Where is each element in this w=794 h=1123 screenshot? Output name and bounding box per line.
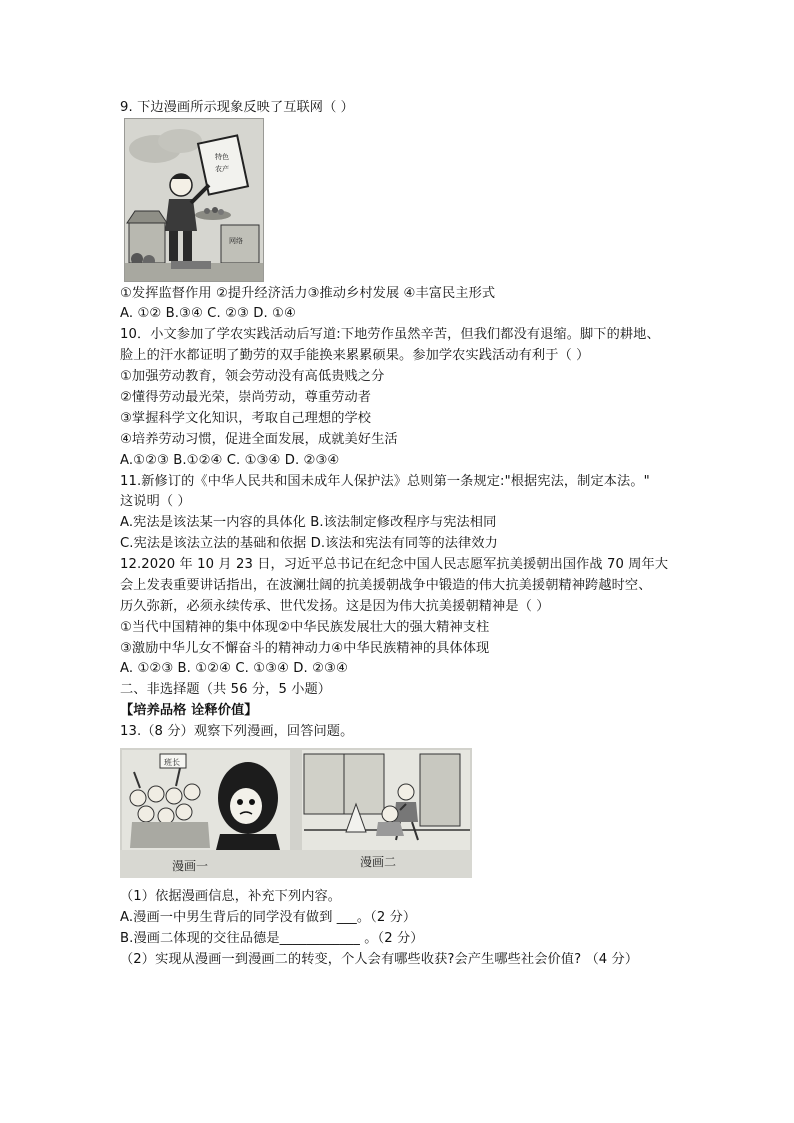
- tablet-sign-1: 特色: [215, 153, 229, 161]
- q11-options-cd: C.宪法是该法立法的基础和依据 D.该法和宪法有同等的法律效力: [120, 536, 498, 551]
- q11-options-ab: A.宪法是该法某一内容的具体化 B.该法制定修改程序与宪法相同: [120, 515, 497, 530]
- q13-part-b: B.漫画二体现的交往品德是____________ 。（2 分）: [120, 931, 424, 946]
- q9-cartoon-drawing: [125, 119, 263, 281]
- q12-options-34: ③激励中华儿女不懈奋斗的精神动力④中华民族精神的具体体现: [120, 641, 490, 656]
- q12-choices: A. ①②③ B. ①②④ C. ①③④ D. ②③④: [120, 661, 348, 676]
- q12-stem-line2: 会上发表重要讲话指出，在波澜壮阔的抗美援朝战争中锻造的伟大抗美援朝精神跨越时空、: [120, 578, 652, 593]
- q9-cartoon-image: [124, 118, 264, 282]
- q12-options-12: ①当代中国精神的集中体现②中华民族发展壮大的强大精神支柱: [120, 620, 490, 635]
- q11-stem-line2: 这说明（ ）: [120, 494, 191, 509]
- q13-comics-drawing: [120, 748, 472, 878]
- q10-option-1: ①加强劳动教育，领会劳动没有高低贵贱之分: [120, 369, 385, 384]
- comic1-caption: 漫画一: [172, 859, 209, 873]
- q9-stem: 9. 下边漫画所示现象反映了互联网（ ）: [120, 100, 354, 115]
- q10-option-2: ②懂得劳动最光荣，崇尚劳动，尊重劳动者: [120, 390, 372, 405]
- q13-stem: 13.（8 分）观察下列漫画，回答问题。: [120, 724, 354, 739]
- comic1-sign-text: 班长: [164, 758, 180, 767]
- q10-choices: A.①②③ B.①②④ C. ①③④ D. ②③④: [120, 453, 340, 468]
- q13-part2: （2）实现从漫画一到漫画二的转变，个人会有哪些收获?会产生哪些社会价值? （4 分）: [120, 952, 639, 967]
- q12-stem-line3: 历久弥新，必须永续传承、世代发扬。这是因为伟大抗美援朝精神是（ ）: [120, 599, 550, 614]
- q10-stem-line2: 脸上的汗水都证明了勤劳的双手能换来累累硕果。参加学农实践活动有利于（ ）: [120, 348, 590, 363]
- section-2-subtitle: 【培养品格 诠释价值】: [120, 703, 258, 718]
- q10-stem-line1: 10．小文参加了学农实践活动后写道:下地劳作虽然辛苦，但我们都没有退缩。脚下的耕地、: [120, 327, 660, 342]
- q11-stem-line1: 11.新修订的《中华人民共和国未成年人保护法》总则第一条规定:"根据宪法，制定本法。": [120, 474, 650, 489]
- q13-part1: （1）依据漫画信息，补充下列内容。: [120, 889, 342, 904]
- q13-comics-image: [120, 748, 472, 878]
- section-2-title: 二、非选择题（共 56 分，5 小题）: [120, 682, 332, 697]
- q9-choices: A. ①② B.③④ C. ②③ D. ①④: [120, 306, 296, 321]
- q12-stem-line1: 12.2020 年 10 月 23 日，习近平总书记在纪念中国人民志愿军抗美援朝出国作战 70 周年大: [120, 557, 669, 572]
- q10-option-3: ③掌握科学文化知识，考取自己理想的学校: [120, 411, 372, 426]
- comic2-caption: 漫画二: [360, 855, 397, 869]
- q10-option-4: ④培养劳动习惯，促进全面发展，成就美好生活: [120, 432, 398, 447]
- shop-sign: 网络: [229, 237, 243, 245]
- q13-part-a: A.漫画一中男生背后的同学没有做到 ___。（2 分）: [120, 910, 417, 925]
- q9-options: ①发挥监督作用 ②提升经济活力③推动乡村发展 ④丰富民主形式: [120, 286, 496, 301]
- tablet-sign-2: 农产: [215, 165, 229, 173]
